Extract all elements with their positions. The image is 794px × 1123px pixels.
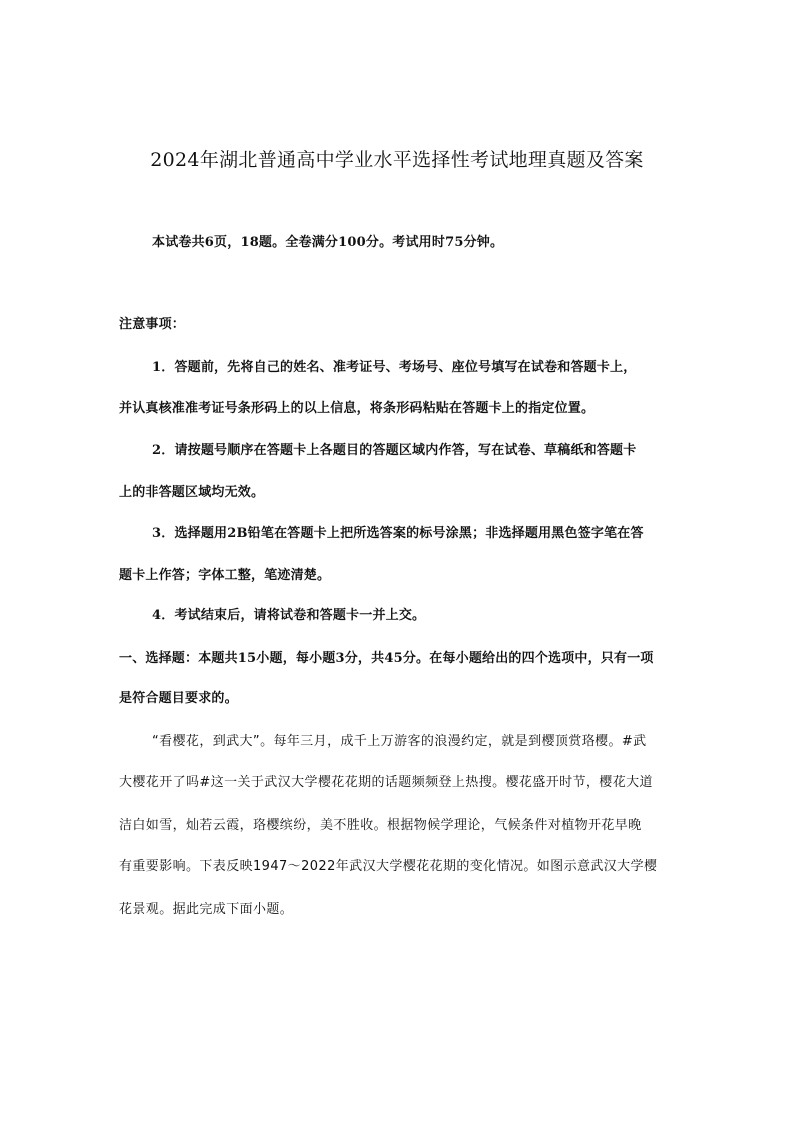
notes-heading: 注意事项： [119, 317, 186, 332]
note-2-line-2: 上的非答题区域均无效。 [119, 485, 265, 500]
passage-line-5: 花景观。据此完成下面小题。 [119, 902, 294, 917]
note-2-line-1: 2．请按题号顺序在答题卡上各题目的答题区域内作答，写在试卷、草稿纸和答题卡 [152, 443, 637, 458]
note-3-line-1: 3．选择题用2B铅笔在答题卡上把所选答案的标号涂黑；非选择题用黑色签字笔在答 [152, 526, 644, 541]
passage-line-2: 大樱花开了吗#这一关于武汉大学樱花花期的话题频频登上热搜。樱花盛开时节，樱花大道 [119, 775, 653, 790]
note-1-line-1: 1．答题前，先将自己的姓名、准考证号、考场号、座位号填写在试卷和答题卡上， [152, 360, 637, 375]
page-title: 2024年湖北普通高中学业水平选择性考试地理真题及答案 [150, 149, 644, 171]
exam-intro: 本试卷共6页，18题。全卷满分100分。考试用时75分钟。 [152, 235, 504, 250]
section-heading-line-1: 一、选择题：本题共15小题，每小题3分，共45分。在每小题给出的四个选项中，只有一项 [119, 651, 654, 666]
section-heading-line-2: 是符合题目要求的。 [119, 691, 238, 706]
note-4-line-1: 4．考试结束后，请将试卷和答题卡一并上交。 [152, 608, 426, 623]
note-1-line-2: 并认真核准准考证号条形码上的以上信息，将条形码粘贴在答题卡上的指定位置。 [119, 401, 595, 416]
passage-line-3: 洁白如雪，灿若云霞，珞樱缤纷，美不胜收。根据物候学理论，气候条件对植物开花早晚 [119, 818, 642, 833]
passage-line-4: 有重要影响。下表反映1947～2022年武汉大学樱花花期的变化情况。如图示意武汉大学樱 [119, 859, 658, 874]
note-3-line-2: 题卡上作答；字体工整，笔迹清楚。 [119, 568, 331, 583]
passage-line-1: “看樱花，到武大”。每年三月，成千上万游客的浪漫约定，就是到樱顶赏珞樱。#武 [152, 734, 647, 749]
